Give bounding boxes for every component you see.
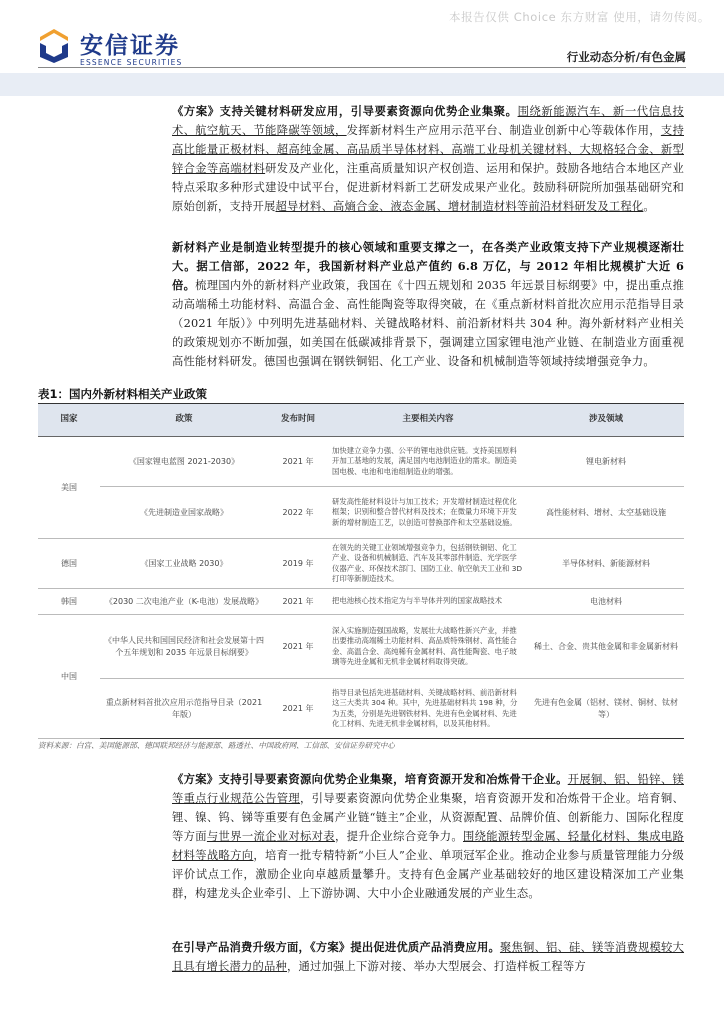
country-cell: 韩国 — [38, 589, 100, 615]
col-header-policy: 政策 — [100, 404, 268, 437]
table-row — [38, 437, 684, 487]
country-cell: 德国 — [38, 539, 100, 589]
col-header-date: 发布时间 — [268, 404, 328, 437]
paragraph-backbone-enterprises: 《方案》支持引导要素资源向优势企业集聚，培育资源开发和冶炼骨干企业。开展铜、铝、铅锌、镁等重点行业规范公告管理，引导要素资源向优势企业集聚，培育资源开发和冶炼骨干企业。培育铜、锂、镍、钨、锑等重要有色金属产业链“链主”企业，从资源配置、品牌价值、创新能力、国际化程度等方面与世界一流企业对标对表，提升企业综合竞争力。围绕能源转型金属、轻量化材料、集成电路材料等战略方向，培育一批专精特新“小巨人”企业、单项冠军企业。推动企业参与质量管理能力分级评价试点工作，激励企业向卓越质量攀升。支持有色金属产业基础较好的地区建设精深加工产业集群，构建龙头企业牵引、上下游协调、大中小企业融通发展的产业生态。 — [172, 772, 685, 900]
field-cell: 锂电新材料 — [528, 437, 684, 487]
col-header-content: 主要相关内容 — [328, 404, 528, 437]
brand-mark-icon — [38, 27, 70, 63]
policy-table — [38, 403, 684, 739]
content-cell: 把电池核心技术指定为与半导体并列的国家战略技术 — [328, 589, 528, 615]
policy-cell: 《先进制造业国家战略》 — [100, 487, 268, 539]
date-cell: 2021 年 — [268, 615, 328, 679]
content-cell: 深入实施制造强国战略，发展壮大战略性新兴产业，并推出要推动高端稀土功能材料、高品质特殊钢材、高性能合金、高温合金、高纯稀有金属材料、高性能陶瓷、电子玻璃等先进金属和无机非金属材料取得突破。 — [328, 615, 528, 679]
date-cell: 2021 年 — [268, 437, 328, 487]
brand-name-en: ESSENCE SECURITIES — [80, 58, 183, 67]
table-row — [38, 679, 684, 739]
content-cell: 指导目录包括先进基础材料、关键战略材料、前沿新材料这三大类共 304 种。其中，先进基础材料共 198 种，分为五类，分别是先进钢铁材料、先进有色金属材料、先进化工材料、先进无机非金属材料，以及其他材料。 — [328, 679, 528, 739]
col-header-field: 涉及领域 — [528, 404, 684, 437]
brand-logo — [38, 27, 188, 69]
paragraph-lead: 《方案》支持引导要素资源向优势企业集聚，培育资源开发和冶炼骨干企业。 — [172, 772, 568, 786]
paragraph-lead: 《方案》支持关键材料研发应用，引导要素资源向优势企业集聚。 — [172, 104, 518, 118]
table-row — [38, 487, 684, 539]
table-source: 资料来源：白宫、美国能源部、德国联邦经济与能源部、路透社、中国政府网、工信部、安信证券研究中心 — [38, 741, 395, 750]
paragraph-lead: 在引导产品消费升级方面，《方案》提出促进优质产品消费应用。 — [172, 940, 500, 954]
brand-name-cn: 安信证券 — [80, 33, 180, 59]
table-header-row — [38, 404, 684, 437]
policy-cell: 《国家工业战略 2030》 — [100, 539, 268, 589]
header-band — [0, 73, 724, 96]
policy-cell: 《2030 二次电池产业（K-电池）发展战略》 — [100, 589, 268, 615]
policy-cell: 《中华人民共和国国民经济和社会发展第十四个五年规划和 2035 年远景目标纲要》 — [100, 615, 268, 679]
header-category: 行业动态分析/有色金属 — [566, 50, 686, 64]
field-cell: 电池材料 — [528, 589, 684, 615]
table-row — [38, 539, 684, 589]
date-cell: 2021 年 — [268, 589, 328, 615]
content-cell: 在领先的关键工业领域增强竞争力，包括钢铁铜铝、化工产业、设备和机械制造、汽车及其零部件制造、光学医学仪器产业、环保技术部门、国防工业、航空航天工业和 3D 打印等新制造技术。 — [328, 539, 528, 589]
content-cell: 加快建立竞争力强、公平的锂电池供应链。支持美国原料开加工基地的发展，满足国内电池制造业的需求。制造美国电极、电池和电池组制造业的增强。 — [328, 437, 528, 487]
country-cell: 美国 — [38, 437, 100, 539]
col-header-country: 国家 — [38, 404, 100, 437]
watermark: 本报告仅供 Choice 东方财富 使用，请勿传阅。 — [448, 10, 710, 24]
header-divider — [38, 67, 686, 68]
paragraph-key-materials: 《方案》支持关键材料研发应用，引导要素资源向优势企业集聚。围绕新能源汽车、新一代信息技术、航空航天、节能降碳等领域，发挥新材料生产应用示范平台、制造业创新中心等载体作用，支持高比能量正极材料、超高纯金属、高品质半导体材料、高端工业母机关键材料、大规格轻合金、新型锌合金等高端材料研发及产业化，注重高质量知识产权创造、运用和保护。鼓励各地结合本地区产业特点采取多种形式建设中试平台，促进新材料新工艺研发成果产业化。鼓励科研院所加强基础研究和原始创新，支持开展超导材料、高熵合金、液态金属、增材制造材料等前沿材料研发及工程化。 — [172, 104, 684, 213]
paragraph-consumption-upgrade: 在引导产品消费升级方面，《方案》提出促进优质产品消费应用。聚焦铜、铝、硅、镁等消费规模较大且具有增长潜力的品种，通过加强上下游对接、举办大型展会、打造样板工程等方 — [172, 940, 685, 973]
policy-cell: 《国家锂电蓝图 2021-2030》 — [100, 437, 268, 487]
field-cell: 高性能材料、增材、太空基础设施 — [528, 487, 684, 539]
date-cell: 2019 年 — [268, 539, 328, 589]
table-row — [38, 615, 684, 679]
field-cell: 半导体材料、新能源材料 — [528, 539, 684, 589]
table-row — [38, 589, 684, 615]
country-cell: 中国 — [38, 615, 100, 739]
date-cell: 2022 年 — [268, 487, 328, 539]
table-title: 表1：国内外新材料相关产业政策 — [38, 387, 207, 401]
field-cell: 稀土、合金、贵其他金属和非金属新材料 — [528, 615, 684, 679]
date-cell: 2021 年 — [268, 679, 328, 739]
field-cell: 先进有色金属（铝材、镁材、铜材、钛材等） — [528, 679, 684, 739]
paragraph-industry-scale: 新材料产业是制造业转型提升的核心领域和重要支撑之一，在各类产业政策支持下产业规模逐渐壮大。据工信部，2022 年，我国新材料产业总产值约 6.8 万亿，与 2012 年相比规模扩大近 6 倍。梳理国内外的新材料产业政策，我国在《十四五规划和 2035 年远景目标纲要》中，提出重点推动高端稀土功能材料、高温合金、高性能陶瓷等取得突破，在《重点新材料首批次应用示范指导目录（2021 年版）》中列明先进基础材料、关键战略材料、前沿新材料共 304 种。海外新材料产业相关的政策规划亦不断加强，如美国在低碳减排背景下，强调建立国家锂电池产业链、在制造业方面重视高性能材料研发。德国也强调在钢铁铜铝、化工产业、设备和机械制造等领域持续增强竞争力。 — [172, 240, 685, 368]
policy-cell: 重点新材料首批次应用示范指导目录（2021 年版） — [100, 679, 268, 739]
content-cell: 研发高性能材料设计与加工技术；开发增材制造过程优化框架；识别和整合替代材料及技术；在微量力环境下开发新的增材制造工艺，以创造可替换部件和太空基础设施。 — [328, 487, 528, 539]
paragraph-lead: 新材料产业是制造业转型提升的核心领域和重要支撑之一，在各类产业政策支持下产业规模逐渐壮大。据工信部，2022 年，我国新材料产业总产值约 6.8 万亿，与 2012 年相比规模扩大近 6 倍。 — [172, 240, 684, 292]
